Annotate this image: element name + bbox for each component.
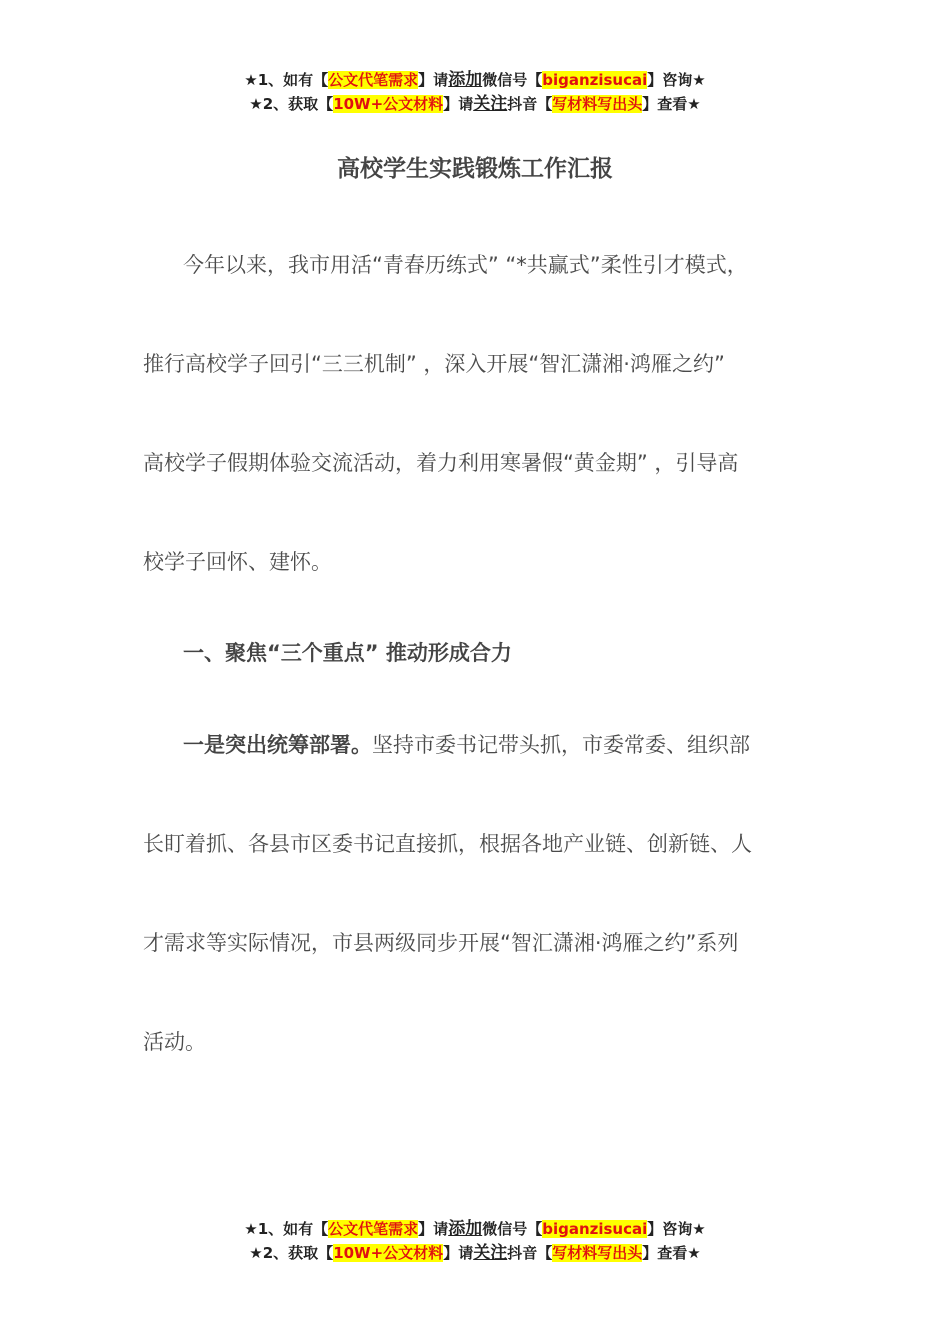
highlight-douyin: 写材料写出头 (552, 1244, 643, 1262)
highlight-service: 公文代笔需求 (328, 71, 419, 89)
document-title: 高校学生实践锻炼工作汇报 (337, 156, 613, 182)
promo-line-1-bottom: ★1、如有【公文代笔需求】请添加微信号【biganzisucai】咨询★ (244, 1219, 706, 1239)
promo-line-2-bottom: ★2、获取【10W+公文材料】请关注抖音【写材料写出头】查看★ (249, 1243, 701, 1263)
promo-line-2: ★2、获取【10W+公文材料】请关注抖音【写材料写出头】查看★ (249, 94, 701, 114)
section-1-paragraph: 一是突出统筹部署。坚持市委书记带头抓，市委常委、组织部 长盯着抓、各县市区委书记直接抓，根据各地产业链、创新链、人 才需求等实际情况，市县两级同步开展“智汇潇湘·鸿雁之约”系列 活动。 (143, 733, 752, 1054)
section-heading-1: 一、聚焦“三个重点” 推动形成合力 (183, 641, 512, 665)
top-promo-banner (0, 68, 950, 116)
highlight-materials: 10W+公文材料 (333, 95, 444, 113)
paragraph-lead: 一是突出统筹部署。 (183, 733, 372, 757)
highlight-materials: 10W+公文材料 (333, 1244, 444, 1262)
intro-paragraph: 今年以来，我市用活“青春历练式” “*共赢式”柔性引才模式， 推行高校学子回引“三三机制” ，深入开展“智汇潇湘·鸿雁之约” 高校学子假期体验交流活动，着力利用寒暑假“黄金期” ，引导高 校学子回怀、建怀。 (143, 253, 748, 574)
promo-line-1: ★1、如有【公文代笔需求】请添加微信号【biganzisucai】咨询★ (244, 70, 706, 90)
highlight-wechat-id: biganzisucai (542, 1220, 648, 1238)
bottom-promo-banner (0, 1217, 950, 1265)
highlight-service: 公文代笔需求 (328, 1220, 419, 1238)
highlight-douyin: 写材料写出头 (552, 95, 643, 113)
highlight-wechat-id: biganzisucai (542, 71, 648, 89)
